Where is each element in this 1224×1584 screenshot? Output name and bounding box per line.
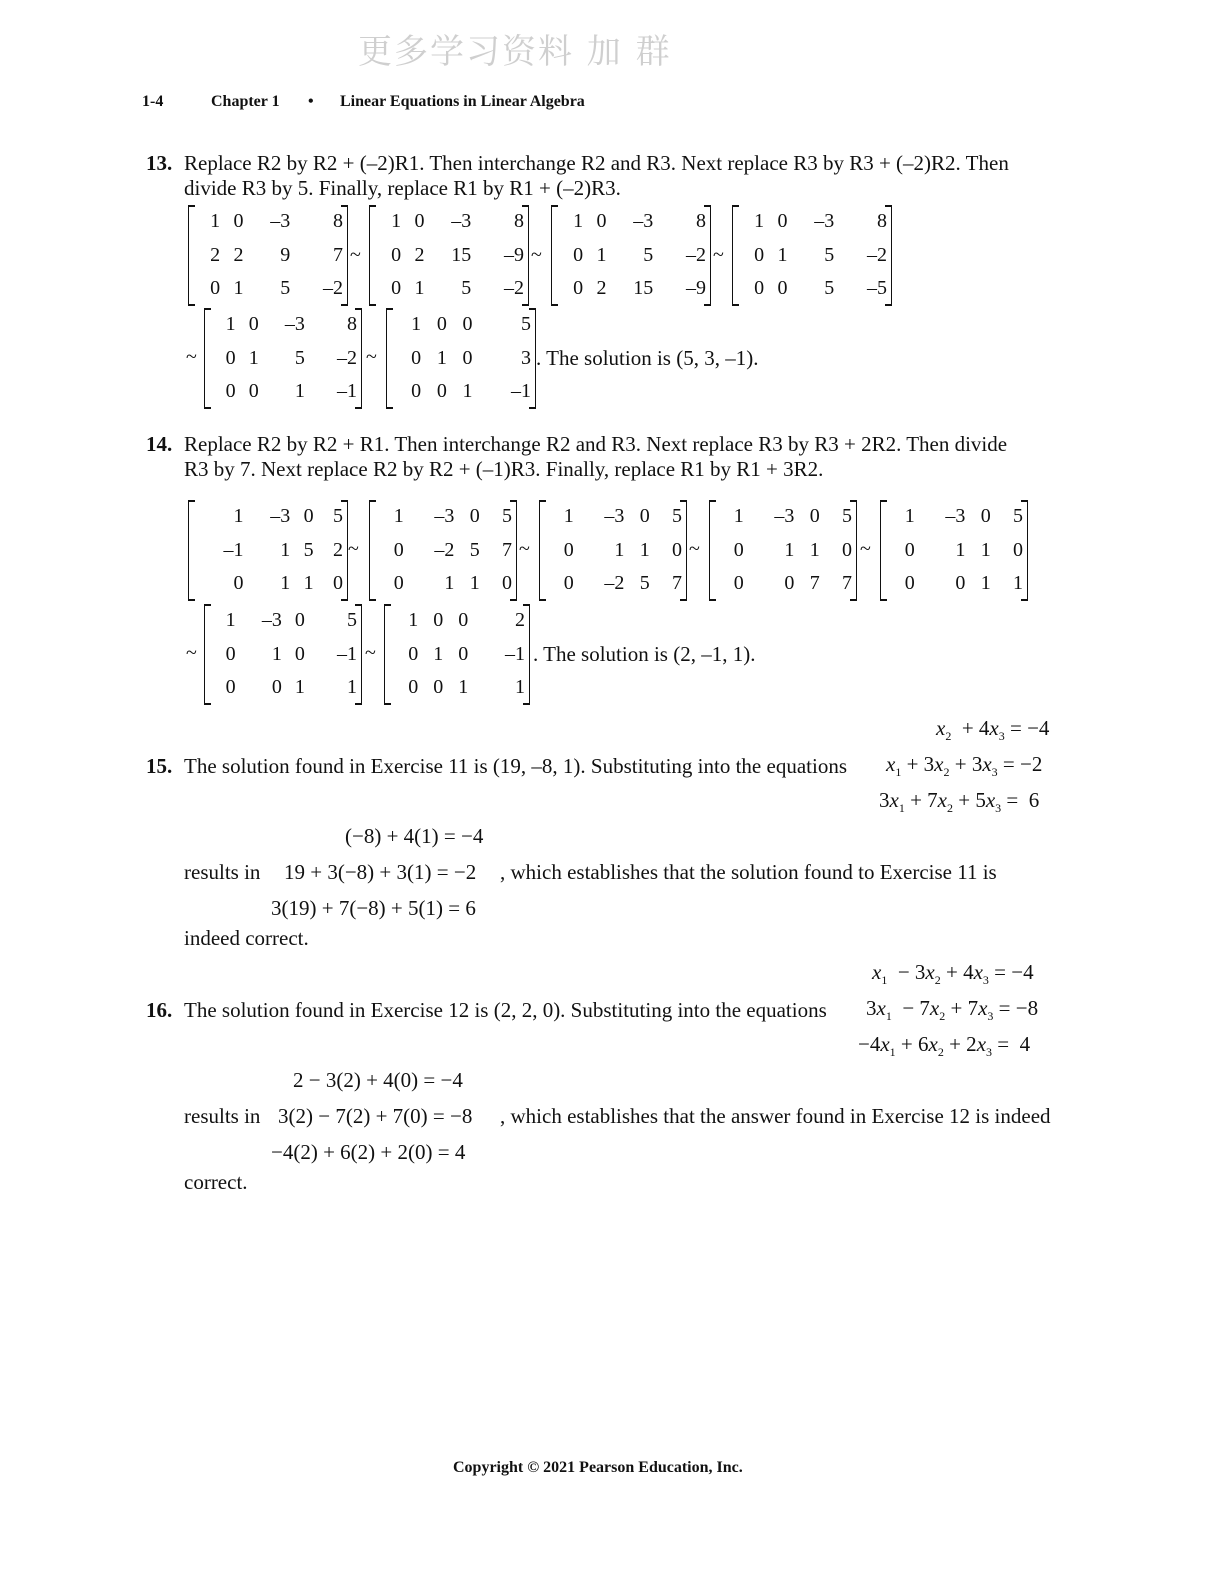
matrix-cell: 0 [225, 642, 236, 665]
ex13-matrix-2 [369, 205, 529, 306]
matrix-cell: 1 [393, 505, 404, 527]
ex15-text: The solution found in Exercise 11 is (19, –8, 1). Substituting into the equations [184, 754, 847, 778]
matrix-cell: 7 [809, 572, 820, 594]
matrix-cell: 0 [1013, 538, 1023, 561]
matrix-cell: 0 [391, 277, 402, 299]
matrix-cell: 0 [303, 505, 314, 527]
matrix-cell: 1 [980, 538, 991, 561]
ex14-matrix-2 [369, 500, 517, 601]
matrix-cell: 0 [777, 210, 788, 232]
row-equivalence-tilde: ~ [186, 346, 197, 368]
matrix-cell: 0 [809, 505, 820, 527]
matrix-cell: 5 [502, 505, 512, 527]
chapter-title: Linear Equations in Linear Algebra [340, 93, 585, 110]
matrix-cell: 1 [573, 210, 584, 232]
matrix-cell: 1 [784, 538, 795, 561]
matrix-cell: 1 [980, 572, 991, 594]
matrix-cell: 1 [955, 538, 966, 561]
matrix-cell: 1 [248, 346, 259, 369]
matrix-cell: –2 [337, 346, 357, 369]
matrix-cell: –2 [867, 243, 887, 266]
ex14-matrix-4 [709, 500, 857, 601]
matrix-cell: 0 [842, 538, 852, 561]
matrix-cell: 0 [458, 642, 469, 665]
matrix-cell: 0 [333, 572, 343, 594]
matrix-cell: 0 [573, 243, 584, 266]
matrix-cell: –3 [270, 505, 291, 527]
matrix-cell: 8 [333, 210, 343, 232]
matrix-cell: 0 [411, 380, 422, 402]
matrix-cell: –3 [434, 505, 455, 527]
watermark: 更多学习资料 加 群 [358, 32, 672, 72]
matrix-cell: 5 [347, 609, 357, 631]
matrix-cell: 1 [347, 676, 357, 698]
ex13-text-line1: Replace R2 by R2 + (–2)R1. Then interchange R2 and R3. Next replace R3 by R3 + (–2)R2. Then [184, 151, 1009, 175]
matrix-cell: 0 [391, 243, 402, 266]
matrix-cell: 1 [433, 642, 444, 665]
ex13-matrix-3 [551, 205, 711, 306]
matrix-cell: –3 [774, 505, 795, 527]
matrix-cell: 0 [573, 277, 584, 299]
matrix-cell: 0 [436, 380, 447, 402]
matrix-cell: 0 [225, 346, 236, 369]
matrix-cell: 5 [842, 505, 852, 527]
matrix-cell: 1 [303, 572, 314, 594]
row-equivalence-tilde: ~ [348, 538, 359, 560]
header-bullet: • [308, 93, 314, 110]
matrix-cell: 0 [469, 505, 480, 527]
matrix-cell: –2 [604, 572, 625, 594]
matrix-cell: 2 [333, 538, 343, 561]
matrix-cell: 15 [633, 277, 654, 299]
matrix-cell: 1 [271, 642, 282, 665]
ex16-end: correct. [184, 1170, 248, 1194]
row-equivalence-tilde: ~ [713, 244, 724, 266]
matrix-cell: –3 [814, 210, 835, 232]
matrix-cell: 0 [294, 609, 305, 631]
matrix-cell: 2 [233, 243, 244, 266]
matrix-cell: 5 [1013, 505, 1023, 527]
matrix-cell: 0 [233, 572, 244, 594]
matrix-cell: –9 [504, 243, 524, 266]
ex14-matrix-6 [204, 604, 362, 705]
matrix-cell: 1 [225, 609, 236, 631]
matrix-cell: –3 [451, 210, 472, 232]
matrix-cell: 0 [784, 572, 795, 594]
ex15-end: indeed correct. [184, 926, 309, 950]
matrix-cell: 1 [777, 243, 788, 266]
matrix-cell: 0 [248, 313, 259, 335]
row-equivalence-tilde: ~ [531, 244, 542, 266]
matrix-cell: 5 [639, 572, 650, 594]
exercise-number-15: 15. [146, 754, 173, 778]
chapter-label: Chapter 1 [211, 93, 280, 110]
matrix-cell: 0 [563, 538, 574, 561]
matrix-cell: 5 [461, 277, 472, 299]
matrix-cell: 5 [280, 277, 291, 299]
matrix-cell: 0 [733, 538, 744, 561]
row-equivalence-tilde: ~ [366, 346, 377, 368]
matrix-cell: –3 [604, 505, 625, 527]
matrix-cell: 0 [563, 572, 574, 594]
ex16-equation-1: $x_1 - 3x_2 + 4x_3 = -4$ [872, 960, 1034, 988]
matrix-cell: 0 [754, 243, 765, 266]
ex16-results-in: results in [184, 1104, 261, 1128]
matrix-cell: –1 [511, 380, 531, 402]
ex16-substitution-2: 3(2) − 7(2) + 7(0) = −8 [278, 1104, 473, 1128]
matrix-cell: 0 [955, 572, 966, 594]
matrix-cell: 0 [433, 609, 444, 631]
matrix-cell: 8 [696, 210, 706, 232]
matrix-cell: 0 [210, 277, 221, 299]
matrix-cell: 1 [469, 572, 480, 594]
matrix-cell: 8 [514, 210, 524, 232]
matrix-cell: –3 [633, 210, 654, 232]
matrix-cell: 1 [515, 676, 525, 698]
matrix-cell: 5 [333, 505, 343, 527]
ex14-text-line1: Replace R2 by R2 + R1. Then interchange R2 and R3. Next replace R3 by R3 + 2R2. Then divide [184, 432, 1008, 456]
matrix-cell: 2 [596, 277, 607, 299]
matrix-cell: 0 [411, 346, 422, 369]
ex13-matrix-5 [204, 308, 362, 409]
matrix-cell: 0 [980, 505, 991, 527]
matrix-cell: 1 [225, 313, 236, 335]
matrix-cell: –1 [337, 380, 357, 402]
matrix-cell: 0 [904, 572, 915, 594]
matrix-cell: 7 [842, 572, 852, 594]
matrix-cell: –2 [686, 243, 706, 266]
matrix-cell: 0 [294, 642, 305, 665]
ex14-matrix-7 [384, 604, 530, 705]
matrix-cell: 2 [414, 243, 425, 266]
matrix-cell: 0 [596, 210, 607, 232]
ex16-text: The solution found in Exercise 12 is (2, 2, 0). Substituting into the equations [184, 998, 827, 1022]
ex15-substitution-2: 19 + 3(−8) + 3(1) = −2 [284, 860, 477, 884]
matrix-cell: 2 [515, 609, 525, 631]
ex15-results-in: results in [184, 860, 261, 884]
matrix-cell: 1 [904, 505, 915, 527]
matrix-cell: 2 [210, 243, 221, 266]
ex14-text-line2: R3 by 7. Next replace R2 by R2 + (–1)R3. Finally, replace R1 by R1 + 3R2. [184, 457, 824, 481]
matrix-cell: 8 [347, 313, 357, 335]
exercise-number-13: 13. [146, 151, 173, 175]
matrix-cell: 1 [1013, 572, 1023, 594]
ex16-equation-3: $-4x_1 + 6x_2 + 2x_3 = 4$ [858, 1032, 1031, 1060]
matrix-cell: 0 [408, 642, 419, 665]
matrix-cell: –2 [504, 277, 524, 299]
matrix-cell: 0 [502, 572, 512, 594]
ex13-solution: . The solution is (5, 3, –1). [536, 346, 759, 370]
row-equivalence-tilde: ~ [860, 538, 871, 560]
matrix-cell: 1 [563, 505, 574, 527]
matrix-cell: 5 [824, 243, 835, 266]
matrix-cell: 8 [877, 210, 887, 232]
row-equivalence-tilde: ~ [350, 244, 361, 266]
ex14-matrix-3 [539, 500, 687, 601]
ex16-conclusion: , which establishes that the answer found in Exercise 12 is indeed [500, 1104, 1051, 1128]
ex14-matrix-1 [188, 500, 348, 601]
matrix-cell: 1 [809, 538, 820, 561]
matrix-cell: 1 [444, 572, 455, 594]
matrix-cell: 0 [408, 676, 419, 698]
matrix-cell: 15 [451, 243, 472, 266]
matrix-cell: –5 [867, 277, 887, 299]
matrix-cell: 5 [294, 346, 305, 369]
matrix-cell: 0 [672, 538, 682, 561]
matrix-cell: 1 [639, 538, 650, 561]
row-equivalence-tilde: ~ [365, 642, 376, 664]
matrix-cell: 7 [333, 243, 343, 266]
ex13-matrix-4 [732, 205, 892, 306]
matrix-cell: 5 [672, 505, 682, 527]
row-equivalence-tilde: ~ [519, 538, 530, 560]
matrix-cell: 1 [462, 380, 473, 402]
matrix-cell: 7 [672, 572, 682, 594]
ex14-solution: . The solution is (2, –1, 1). [533, 642, 756, 666]
matrix-cell: 0 [248, 380, 259, 402]
matrix-cell: –1 [223, 538, 244, 561]
matrix-cell: 0 [462, 313, 473, 335]
matrix-cell: –3 [945, 505, 966, 527]
matrix-cell: 1 [414, 277, 425, 299]
ex15-equation-1: $x_2 + 4x_3 = -4$ [936, 716, 1050, 744]
matrix-cell: 0 [233, 210, 244, 232]
ex15-equation-2: $x_1 + 3x_2 + 3x_3 = -2$ [886, 752, 1043, 780]
matrix-cell: –2 [323, 277, 343, 299]
matrix-cell: 0 [904, 538, 915, 561]
matrix-cell: 0 [414, 210, 425, 232]
exercise-number-16: 16. [146, 998, 173, 1022]
matrix-cell: 1 [280, 572, 291, 594]
matrix-cell: –3 [270, 210, 291, 232]
matrix-cell: –1 [337, 642, 357, 665]
matrix-cell: 1 [408, 609, 419, 631]
matrix-cell: 5 [643, 243, 654, 266]
row-equivalence-tilde: ~ [689, 538, 700, 560]
matrix-cell: –1 [505, 642, 525, 665]
matrix-cell: 0 [436, 313, 447, 335]
ex13-matrix-1 [188, 205, 348, 306]
matrix-cell: 0 [225, 380, 236, 402]
ex14-matrix-5 [880, 500, 1028, 601]
matrix-cell: 1 [294, 676, 305, 698]
matrix-cell: 1 [458, 676, 469, 698]
matrix-cell: –2 [434, 538, 455, 561]
exercise-number-14: 14. [146, 432, 173, 456]
matrix-cell: 0 [639, 505, 650, 527]
matrix-cell: 1 [233, 277, 244, 299]
copyright-footer: Copyright © 2021 Pearson Education, Inc. [453, 1459, 743, 1476]
ex15-equation-3: $3x_1 + 7x_2 + 5x_3 = 6$ [879, 788, 1040, 816]
ex15-substitution-1: (−8) + 4(1) = −4 [345, 824, 484, 848]
ex13-matrix-6 [386, 308, 536, 409]
matrix-cell: 0 [271, 676, 282, 698]
matrix-cell: 1 [754, 210, 765, 232]
matrix-cell: 1 [436, 346, 447, 369]
ex13-text-line2: divide R3 by 5. Finally, replace R1 by R1 + (–2)R3. [184, 176, 621, 200]
matrix-cell: –3 [284, 313, 305, 335]
page-number: 1-4 [142, 93, 164, 110]
ex16-substitution-1: 2 − 3(2) + 4(0) = −4 [293, 1068, 463, 1092]
matrix-cell: 1 [233, 505, 244, 527]
matrix-cell: 1 [280, 538, 291, 561]
matrix-cell: 5 [303, 538, 314, 561]
matrix-cell: 0 [433, 676, 444, 698]
matrix-cell: 9 [280, 243, 291, 266]
matrix-cell: 1 [391, 210, 402, 232]
matrix-cell: 1 [294, 380, 305, 402]
matrix-cell: 0 [393, 572, 404, 594]
matrix-cell: –3 [261, 609, 282, 631]
matrix-cell: 1 [210, 210, 221, 232]
matrix-cell: 5 [469, 538, 480, 561]
matrix-cell: 1 [733, 505, 744, 527]
matrix-cell: 0 [733, 572, 744, 594]
matrix-cell: 0 [777, 277, 788, 299]
ex15-substitution-3: 3(19) + 7(−8) + 5(1) = 6 [271, 896, 476, 920]
matrix-cell: 0 [225, 676, 236, 698]
ex15-conclusion: , which establishes that the solution found to Exercise 11 is [500, 860, 997, 884]
matrix-cell: 0 [754, 277, 765, 299]
matrix-cell: 1 [411, 313, 422, 335]
ex16-substitution-3: −4(2) + 6(2) + 2(0) = 4 [271, 1140, 466, 1164]
ex16-equation-2: $3x_1 - 7x_2 + 7x_3 = -8$ [866, 996, 1039, 1024]
matrix-cell: 7 [502, 538, 512, 561]
matrix-cell: 0 [393, 538, 404, 561]
matrix-cell: 0 [458, 609, 469, 631]
matrix-cell: 3 [521, 346, 531, 369]
matrix-cell: 1 [614, 538, 625, 561]
matrix-cell: –9 [686, 277, 706, 299]
matrix-cell: 5 [521, 313, 531, 335]
row-equivalence-tilde: ~ [186, 642, 197, 664]
matrix-cell: 1 [596, 243, 607, 266]
matrix-cell: 0 [462, 346, 473, 369]
matrix-cell: 5 [824, 277, 835, 299]
